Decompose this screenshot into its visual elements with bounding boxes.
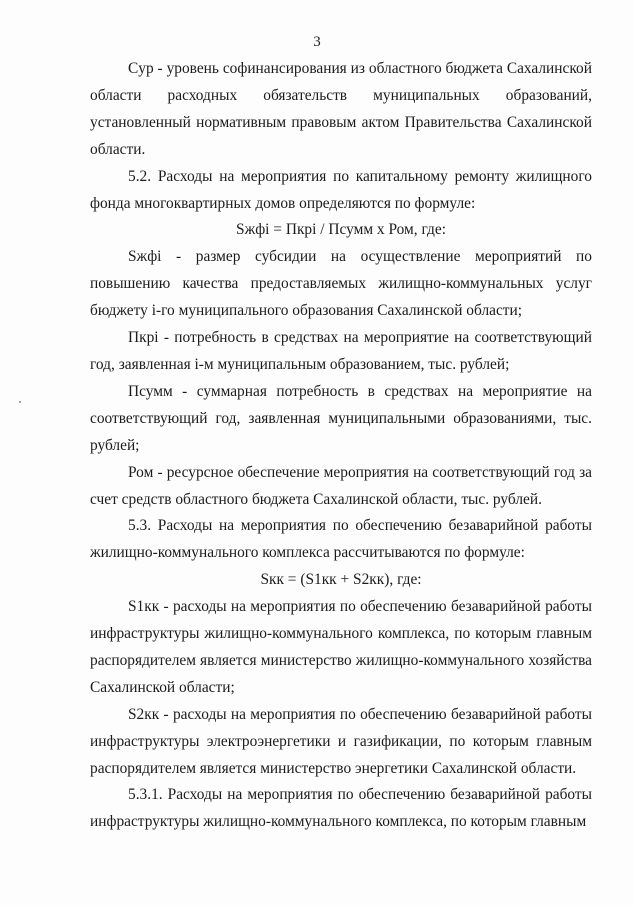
paragraph-rom-definition: Ром - ресурсное обеспечение мероприятия на соответствующий год за счет средств областного бюджета Сахалинской области, тыс. рублей.	[90, 463, 592, 508]
scan-speck	[19, 401, 21, 403]
page-body	[90, 56, 592, 836]
paragraph-cyr-definition: Cур - уровень софинансирования из областного бюджета Сахалинской области расходных обязательств муниципальных образований, установленный нормативным правовым актом Правительства Сахалинской области.	[90, 60, 592, 158]
paragraph-5-3: 5.3. Расходы на мероприятия по обеспечению безаварийной работы жилищно-коммунального комплекса рассчитываются по формуле:	[90, 517, 592, 562]
paragraph-s1kk-definition: S1кк - расходы на мероприятия по обеспечению безаварийной работы инфраструктуры жилищно-коммунального комплекса, по которым главным распорядителем является министерство жилищно-коммунального хозяйства Сахалинской области;	[90, 598, 592, 696]
paragraph-sjf-definition: Sжфi - размер субсидии на осуществление мероприятий по повышению качества предоставляемых жилищно-коммунальных услуг бюджету i-го муниципального образования Сахалинской области;	[90, 248, 592, 320]
paragraph-s2kk-definition: S2кк - расходы на мероприятия по обеспечению безаварийной работы инфраструктуры электроэнергетики и газификации, по которым главным распорядителем является министерство энергетики Сахалинской области.	[90, 705, 592, 777]
paragraph-pkr-definition: Пкрi - потребность в средствах на мероприятие на соответствующий год, заявленная i-м муниципальным образованием, тыс. рублей;	[90, 329, 592, 373]
paragraph-psumm-definition: Псумм - суммарная потребность в средствах на мероприятие на соответствующий год, заявленная муниципальными образованиями, тыс. рублей;	[90, 382, 592, 454]
paragraph-5-2: 5.2. Расходы на мероприятия по капитальному ремонту жилищного фонда многоквартирных домов определяются по формуле:	[90, 167, 592, 212]
formula-skk: Sкк = (S1кк + S2кк), где:	[260, 571, 422, 589]
formula-sjf: Sжфi = Пкрi / Псумм x Ром, где:	[236, 221, 446, 239]
page-number: 3	[313, 34, 321, 50]
paragraph-5-3-1: 5.3.1. Расходы на мероприятия по обеспечению безаварийной работы инфраструктуры жилищно-коммунального комплекса, по которым главным	[90, 786, 592, 831]
